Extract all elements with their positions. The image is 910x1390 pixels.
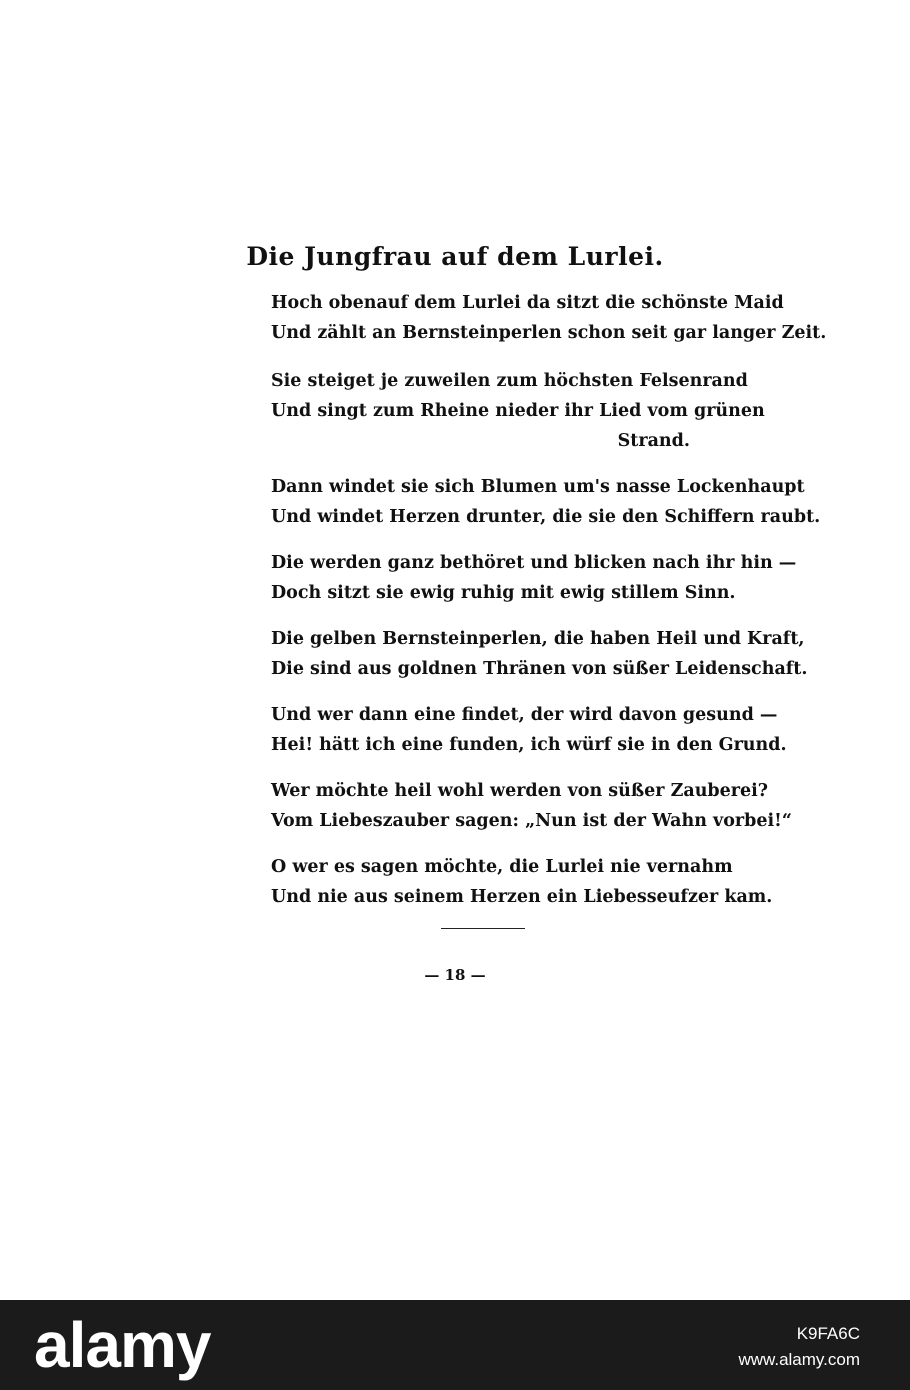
- poem-line: Sie steiget je zuweilen zum höchsten Felsenrand: [271, 371, 748, 391]
- poem-line: Und windet Herzen drunter, die sie den Schiffern raubt.: [271, 507, 821, 527]
- poem-line-continuation: Strand.: [617, 431, 690, 451]
- stanza-2: [271, 366, 765, 456]
- poem-line: Dann windet sie sich Blumen um's nasse Lockenhaupt: [271, 477, 805, 497]
- poem-line: Die werden ganz bethöret und blicken nach ihr hin —: [271, 553, 797, 573]
- poem-line: Und wer dann eine findet, der wird davon gesund —: [271, 705, 778, 725]
- stanza-8: [271, 852, 773, 912]
- poem-line: Und singt zum Rheine nieder ihr Lied vom grünen: [271, 401, 765, 421]
- stanza-1: [271, 288, 827, 348]
- poem-line: Hei! hätt ich eine funden, ich würf sie in den Grund.: [271, 735, 787, 755]
- poem-line: Die gelben Bernsteinperlen, die haben Heil und Kraft,: [271, 629, 805, 649]
- stanza-4: [271, 548, 797, 608]
- stanza-3: [271, 472, 821, 532]
- poem-line: O wer es sagen möchte, die Lurlei nie vernahm: [271, 857, 733, 877]
- image-id: K9FA6C: [796, 1324, 860, 1343]
- poem-line: Hoch obenauf dem Lurlei da sitzt die schönste Maid: [271, 293, 784, 313]
- site-url: www.alamy.com: [738, 1350, 860, 1369]
- poem-body: [271, 288, 827, 912]
- stanza-6: [271, 700, 787, 760]
- poem-title: Die Jungfrau auf dem Lurlei.: [246, 242, 664, 271]
- poem-line: Und nie aus seinem Herzen ein Liebesseufzer kam.: [271, 887, 773, 907]
- closing-rule: [441, 928, 525, 929]
- poem-line: Die sind aus goldnen Thränen von süßer Leidenschaft.: [271, 659, 808, 679]
- alamy-logo: alamy: [34, 1309, 211, 1381]
- poem-line: Und zählt an Bernsteinperlen schon seit gar langer Zeit.: [271, 323, 827, 343]
- stanza-5: [271, 624, 808, 684]
- poem-line: Wer möchte heil wohl werden von süßer Zauberei?: [271, 781, 769, 801]
- poem-line: Vom Liebeszauber sagen: „Nun ist der Wahn vorbei!“: [271, 811, 792, 831]
- stanza-7: [271, 776, 792, 836]
- page-number: — 18 —: [424, 966, 486, 984]
- poem-line: Doch sitzt sie ewig ruhig mit ewig stillem Sinn.: [271, 583, 736, 603]
